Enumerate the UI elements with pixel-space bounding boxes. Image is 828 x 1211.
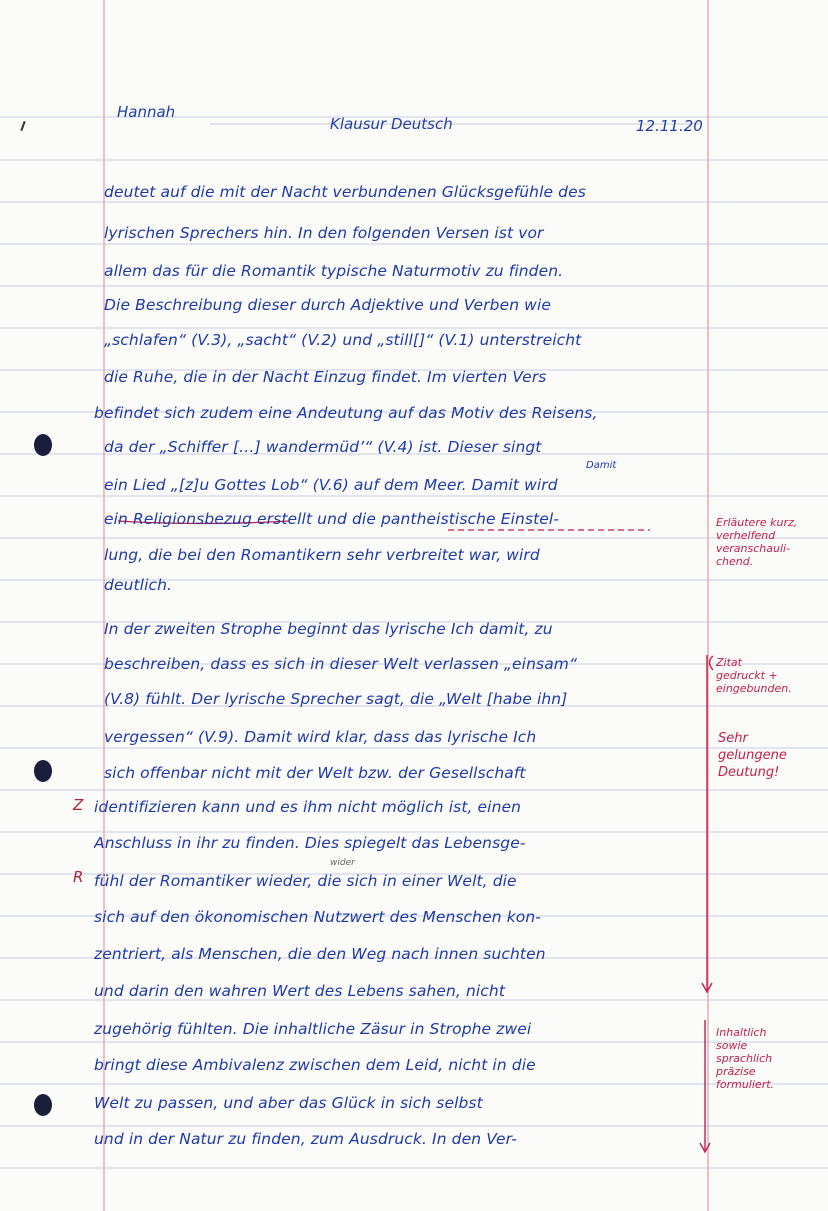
text-line: Anschluss in ihr zu finden. Dies spiegelt das Lebensge- [94, 834, 526, 852]
text-line: lung, die bei den Romantikern sehr verbreitet war, wird [104, 546, 540, 564]
note-line: eingebunden. [716, 682, 792, 695]
correction-mark-r: R [73, 868, 84, 886]
text-line: „schlafen“ (V.3), „sacht“ (V.2) und „still[]“ (V.1) unterstreicht [104, 331, 582, 349]
punch-hole [34, 760, 52, 782]
author-name: Hannah [117, 103, 176, 121]
text-line: (V.8) fühlt. Der lyrische Sprecher sagt, die „Welt [habe ihn] [104, 690, 568, 708]
text-line: Welt zu passen, und aber das Glück in sich selbst [94, 1094, 483, 1112]
note-line: Deutung! [718, 765, 780, 780]
text-line: bringt diese Ambivalenz zwischen dem Leid, nicht in die [94, 1056, 536, 1074]
exam-date: 12.11.20 [636, 117, 703, 135]
note-line: formuliert. [716, 1078, 775, 1091]
note-line: veranschauli- [716, 542, 791, 555]
note-line: gelungene [718, 748, 787, 763]
text-line: die Ruhe, die in der Nacht Einzug findet. Im vierten Vers [104, 368, 547, 386]
text-line: und in der Natur zu finden, zum Ausdruck. In den Ver- [94, 1130, 517, 1148]
text-line: da der „Schiffer […] wandermüd’“ (V.4) ist. Dieser singt [104, 438, 542, 456]
margin-note-quote [716, 656, 792, 695]
text-line: Die Beschreibung dieser durch Adjektive und Verben wie [104, 296, 552, 314]
note-line: verhelfend [716, 529, 776, 542]
punch-hole [34, 1094, 52, 1116]
text-line: identifizieren kann und es ihm nicht möglich ist, einen [94, 798, 522, 816]
text-line: beschreiben, dass es sich in dieser Welt verlassen „einsam“ [104, 655, 578, 673]
note-line: gedruckt + [716, 669, 778, 682]
text-line: sich offenbar nicht mit der Welt bzw. der Gesellschaft [104, 764, 526, 782]
text-line: deutet auf die mit der Nacht verbundenen Glücksgefühle des [104, 183, 586, 201]
text-line: befindet sich zudem eine Andeutung auf das Motiv des Reisens, [94, 404, 598, 422]
note-line: Sehr [718, 731, 748, 746]
note-line: sowie [716, 1039, 748, 1052]
text-line: allem das für die Romantik typische Naturmotiv zu finden. [104, 262, 564, 280]
note-line: Zitat [716, 656, 742, 669]
margin-note-content [716, 1026, 774, 1091]
margin-note-praise [718, 730, 787, 781]
note-line: chend. [716, 555, 754, 568]
note-line: Erläutere kurz, [716, 516, 798, 529]
note-line: präzise [716, 1065, 756, 1078]
text-line: sich auf den ökonomischen Nutzwert des Menschen kon- [94, 908, 541, 926]
text-line: zentriert, als Menschen, die den Weg nach innen suchten [94, 945, 546, 963]
text-line: lyrischen Sprechers hin. In den folgenden Versen ist vor [104, 224, 544, 242]
text-line: vergessen“ (V.9). Damit wird klar, dass das lyrische Ich [104, 728, 537, 746]
text-line: und darin den wahren Wert des Lebens sahen, nicht [94, 982, 506, 1000]
text-line: fühl der Romantiker wieder, die sich in einer Welt, die [94, 872, 517, 890]
margin-note-explain [716, 516, 797, 568]
text-line: deutlich. [104, 576, 173, 594]
note-line: Inhaltlich [716, 1026, 767, 1039]
text-line: In der zweiten Strophe beginnt das lyrische Ich damit, zu [104, 620, 553, 638]
correction-mark-z: Z [73, 796, 84, 814]
text-line: zugehörig fühlten. Die inhaltliche Zäsur in Strophe zwei [94, 1020, 532, 1038]
exam-title: Klausur Deutsch [330, 115, 453, 133]
punch-hole [34, 434, 52, 456]
note-line: sprachlich [716, 1052, 773, 1065]
inserted-word: Damit [586, 460, 617, 471]
inserted-word: wider [330, 858, 355, 868]
text-line: ein Religionsbezug erstellt und die pantheistische Einstel- [104, 510, 560, 528]
text-line: ein Lied „[z]u Gottes Lob“ (V.6) auf dem Meer. Damit wird [104, 476, 558, 494]
